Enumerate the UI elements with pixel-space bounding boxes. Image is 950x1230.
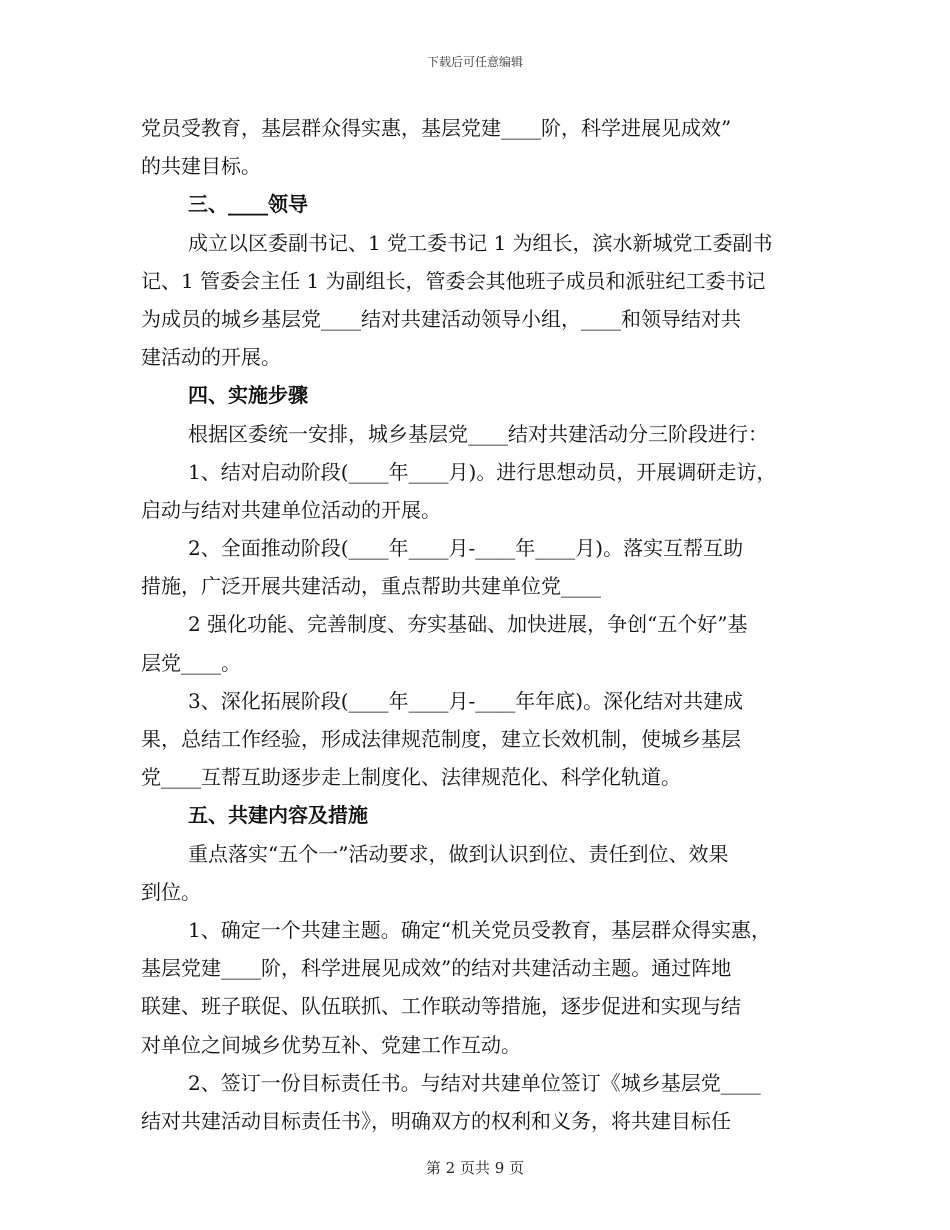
paragraph-line: 措施，广泛开展共建活动，重点帮助共建单位党____ (141, 574, 601, 599)
paragraph-line: 1、结对启动阶段(____年____月)。进行思想动员，开展调研走访， (188, 459, 777, 484)
paragraph-line: 党____互帮互助逐步走上制度化、法律规范化、科学化轨道。 (141, 765, 681, 790)
paragraph-line: 1、确定一个共建主题。确定“机关党员受教育，基层群众得实惠， (188, 917, 771, 942)
paragraph-line: 2 强化功能、完善制度、夯实基础、加快进展，争创“五个好”基 (188, 612, 748, 637)
paragraph-line: 基层党建____阶，科学进展见成效”的结对共建活动主题。通过阵地 (141, 956, 732, 981)
paragraph-line: 2、全面推动阶段(____年____月-____年____月)。落实互帮互助 (188, 536, 744, 561)
paragraph-line: 为成员的城乡基层党____结对共建活动领导小组，____和领导结对共 (141, 306, 741, 331)
paragraph-line: 联建、班子联促、队伍联抓、工作联动等措施，逐步促进和实现与结 (141, 994, 741, 1019)
paragraph-line: 成立以区委副书记、1 党工委书记 1 为组长，滨水新城党工委副书 (188, 230, 773, 255)
paragraph-line: 2、签订一份目标责任书。与结对共建单位签订《城乡基层党____ (188, 1070, 761, 1095)
section-heading: 三、____领导 (188, 192, 308, 217)
page-footer: 第 2 页共 9 页 (425, 1159, 525, 1177)
paragraph-line: 3、深化拓展阶段(____年____月-____年年底)。深化结对共建成 (188, 688, 744, 713)
paragraph-line: 启动与结对共建单位活动的开展。 (141, 497, 441, 522)
paragraph-line: 建活动的开展。 (141, 345, 281, 370)
paragraph-line: 果，总结工作经验，形成法律规范制度，建立长效机制，使城乡基层 (141, 727, 741, 751)
section-heading: 五、共建内容及措施 (188, 803, 368, 828)
paragraph-line: 记、1 管委会主任 1 为副组长，管委会其他班子成员和派驻纪工委书记 (141, 268, 766, 293)
paragraph-line: 层党____。 (141, 650, 241, 675)
section-heading: 四、实施步骤 (188, 383, 308, 408)
paragraph-line: 根据区委统一安排，城乡基层党____结对共建活动分三阶段进行： (188, 421, 768, 446)
paragraph-line: 重点落实“五个一”活动要求，做到认识到位、责任到位、效果 (188, 841, 729, 866)
paragraph-line: 的共建目标。 (141, 154, 261, 179)
paragraph-line: 对单位之间城乡优势互补、党建工作互动。 (141, 1032, 521, 1057)
page-header: 下载后可任意编辑 (426, 55, 523, 69)
paragraph-line: 结对共建活动目标责任书》，明确双方的权利和义务，将共建目标任 (141, 1108, 731, 1133)
paragraph-line: 党员受教育，基层群众得实惠，基层党建____阶，科学进展见成效” (141, 116, 732, 140)
paragraph-line: 到位。 (141, 879, 201, 904)
document-body (141, 109, 821, 1140)
